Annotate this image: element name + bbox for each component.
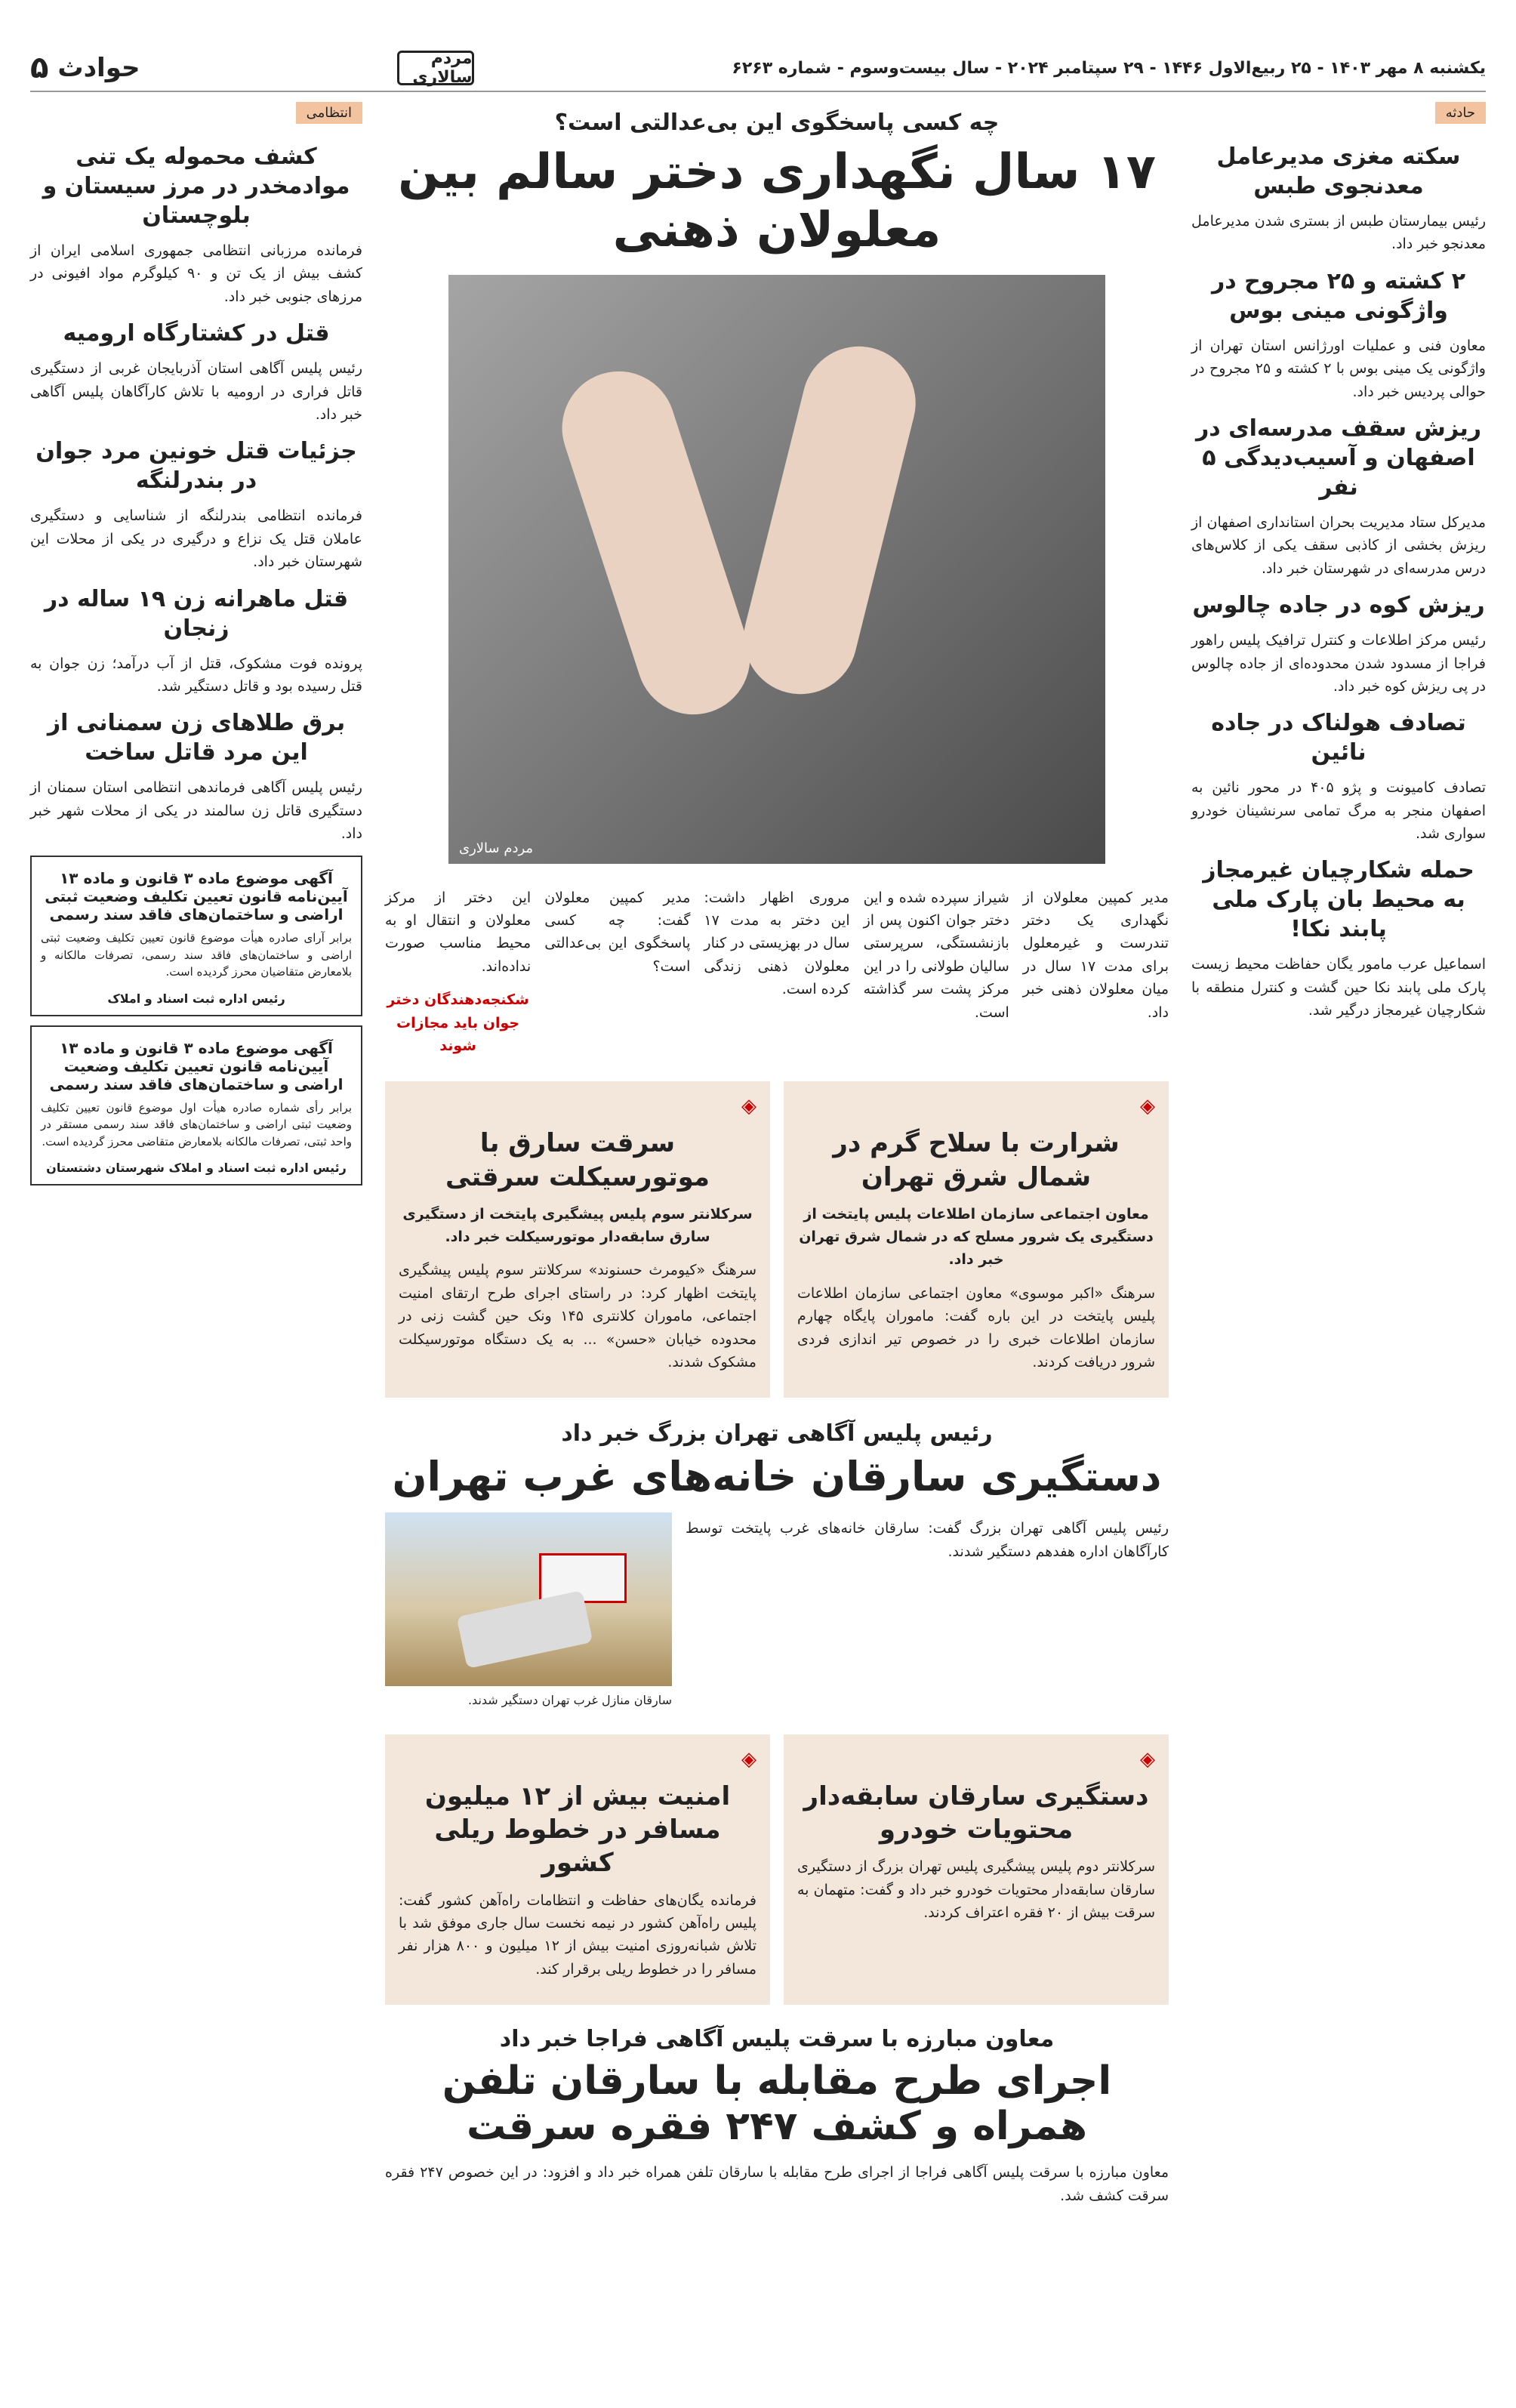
story-kicker: رئیس پلیس آگاهی تهران بزرگ خبر داد — [561, 1420, 993, 1448]
story-body: مدیر کمپین معلولان گفت: چه کسی پاسخگوی این بی‌عدالتی است؟ — [544, 889, 691, 975]
story-body: رئیس پلیس آگاهی استان آذربایجان غربی از دستگیری قاتل فراری در ارومیه با تلاش کارآگاهان پلیس آگاهی خبر داد. — [30, 360, 362, 423]
story-title: سکته مغزی مدیرعامل معدنجوی طبس — [1216, 143, 1461, 199]
story-headline: دستگیری سارقان خانه‌های غرب تهران — [392, 1453, 1162, 1501]
story-body: مدیر کمپین معلولان از نگهداری یک دختر تندرست و غیرمعلول برای مدت ۱۷ سال در میان معلولان ذهنی خبر داد. — [1022, 889, 1169, 1021]
story-title: کشف محموله یک تنی موادمخدر در مرز سیستان و بلوچستان — [42, 143, 350, 229]
hand-shape — [547, 356, 765, 729]
section-title: حوادث — [57, 53, 140, 83]
box-title: دستگیری سارقان سابقه‌دار محتویات خودرو — [803, 1781, 1149, 1845]
story-body: مدیرکل ستاد مدیریت بحران استانداری اصفهان از ریزش بخشی از کاذبی سقف یکی از کلاس‌های درس مدرسه‌ای در شهرستان خبر داد. — [1191, 513, 1486, 577]
middle-column — [385, 102, 1169, 2378]
story-body: پرونده فوت مشکوک، قتل از آب درآمد؛ زن جوان به قتل رسیده بود و قاتل دستگیر شد. — [30, 655, 362, 695]
news-box — [385, 1081, 770, 1398]
photo-caption: سارقان منازل غرب تهران دستگیر شدند. — [467, 1693, 672, 1708]
marker-icon: ◈ — [741, 1095, 756, 1118]
box-lead: سرکلانتر سوم پلیس پیشگیری پایتخت از دستگیری سارق سابقه‌دار موتورسیکلت خبر داد. — [402, 1205, 753, 1246]
issue-info: یکشنبه ۸ مهر ۱۴۰۳ - ۲۵ ربیع‌الاول ۱۴۴۶ - ۲۹ سپتامبر ۲۰۲۴ - سال بیست‌وسوم - شماره ۶۲۶۳ — [732, 58, 1486, 78]
story-title: قتل ماهرانه زن ۱۹ ساله در زنجان — [44, 585, 349, 642]
news-box — [784, 1081, 1169, 1398]
story-body: رئیس پلیس آگاهی تهران بزرگ گفت: سارقان خانه‌های غرب پایتخت توسط کارآگاهان اداره هفدهم دستگیر شدند. — [686, 1520, 1169, 1560]
story-body: معاون فنی و عملیات اورژانس استان تهران از واژگونی یک مینی بوس با ۲ کشته و ۲۵ مجروح در حوالی پردیس خبر داد. — [1191, 337, 1486, 400]
masthead — [30, 45, 1486, 92]
story-body: شیراز سپرده شده و این دختر جوان اکنون پس از بازنشستگی، سرپرستی سالیان طولانی را در این مرکز پشت سر گذاشته است. — [863, 889, 1009, 1021]
section-tag-accident: حادثه — [1435, 102, 1486, 124]
lead-photo-hands — [448, 275, 1105, 864]
legal-notice — [30, 856, 362, 1016]
story-headline: اجرای طرح مقابله با سارقان تلفن همراه و کشف ۲۴۷ فقره سرقت — [442, 2058, 1112, 2150]
story-body: این دختر از مرکز معلولان و انتقال او به محیط مناسب صورت نداده‌اند. — [384, 889, 532, 975]
story-body: اسماعیل عرب مامور یگان حفاظت محیط زیست پارک ملی پابند نکا حین گشت و کنترل منطقه با شکارچیان غیرمجاز درگیر شد. — [1191, 956, 1486, 1019]
story-title: تصادف هولناک در جاده نائین — [1211, 710, 1466, 766]
box-row-bottom — [385, 1721, 1169, 2018]
right-column — [1191, 102, 1486, 2378]
box-body: سرکلانتر دوم پلیس پیشگیری پلیس تهران بزرگ از دستگیری سارقان سابقه‌دار محتویات خودرو خبر داد و گفت: متهمان به سرقت بیش از ۲۰ فقره اعتراف کردند. — [797, 1858, 1155, 1922]
box-body: سرهنگ «اکبر موسوی» معاون اجتماعی سازمان اطلاعات پلیس پایتخت در این باره گفت: ماموران پایگاه چهارم سازمان اطلاعات خبری را در خصوص تیر اندازی فردی شرور دریافت کردند. — [797, 1284, 1155, 1371]
box-body: سرهنگ «کیومرث حسنوند» سرکلانتر سوم پلیس پیشگیری پایتخت اظهار کرد: در راستای اجرای طرح ارتقای امنیت اجتماعی، ماموران کلانتری ۱۴۵ ونک حین گشت زنی در محدوده خیابان «حسن» ... به یک دستگاه موتورسیکلت مشکوک شدند. — [399, 1262, 756, 1371]
section-heading — [30, 51, 140, 85]
box-title: شرارت با سلاح گرم در شمال شرق تهران — [833, 1128, 1120, 1192]
notice-body: برابر آرای صادره هیأت موضوع قانون تعیین تکلیف وضعیت ثبتی اراضی و ساختمان‌های فاقد سند رسمی، تصرفات مالکانه و بلامعارض متقاضیان محرز گردیده است. — [41, 931, 352, 979]
story-body: رئیس پلیس آگاهی فرماندهی انتظامی استان سمنان از دستگیری قاتل زن سالمند در یکی از محلات شهر خبر داد. — [30, 779, 362, 843]
story-body: معاون مبارزه با سرقت پلیس آگاهی فراجا از اجرای طرح مقابله با سارقان تلفن همراه خبر داد و افزود: در این خصوص ۲۴۷ فقره سرقت کشف شد. — [385, 2164, 1169, 2204]
notice-signature: رئیس اداره ثبت اسناد و املاک شهرستان دشتستان — [46, 1161, 347, 1176]
story-title: برق طلاهای زن سمنانی از این مرد قاتل ساخت — [47, 710, 346, 766]
notice-title: آگهی موضوع ماده ۳ قانون و ماده ۱۳ آیین‌نامه قانون تعیین تکلیف وضعیت اراضی و ساختمان‌های فاقد سند رسمی — [49, 1038, 344, 1093]
story-kicker: معاون مبارزه با سرقت پلیس آگاهی فراجا خبر داد — [499, 2026, 1055, 2053]
box-body: فرمانده یگان‌های حفاظت و انتظامات راه‌آهن کشور گفت: پلیس راه‌آهن کشور در نیمه نخست سال جاری موفق شد با تلاش شبانه‌روزی امنیت بیش از ۱۲ میلیون و ۸۰۰ هزار نفر مسافر را در خطوط ریلی برقرار کند. — [399, 1892, 757, 1978]
newspaper-logo: مردم سالاری — [397, 51, 474, 85]
notice-body: برابر رأی شماره صادره هیأت اول موضوع قانون تعیین تکلیف وضعیت ثبتی اراضی و ساختمان‌های فاقد سند رسمی مستقر در واحد ثبتی، تصرفات مالکانه بلامعارض متقاضی محرز گردیده است. — [41, 1100, 352, 1149]
news-box — [385, 1734, 770, 2005]
marker-icon: ◈ — [1140, 1748, 1155, 1771]
story-title: ریزش سقف مدرسه‌ای در اصفهان و آسیب‌دیدگی ۵ نفر — [1195, 415, 1482, 501]
box-row-top — [385, 1068, 1169, 1411]
section-tag-police: انتظامی — [296, 102, 362, 124]
box-title: امنیت بیش از ۱۲ میلیون مسافر در خطوط ریلی کشور — [424, 1781, 731, 1879]
story-body: تصادف کامیونت و پژو ۴۰۵ در محور نائین به اصفهان منجر به مرگ تمامی سرنشینان خودرو سواری شد. — [1191, 779, 1487, 843]
story-body: مروری اظهار داشت: این دختر به مدت ۱۷ سال در بهزیستی در کنار معلولان ذهنی زندگی کرده است. — [704, 889, 850, 998]
story-body: فرمانده مرزبانی انتظامی جمهوری اسلامی ایران از کشف بیش از یک تن و ۹۰ کیلوگرم مواد افیونی در مرزهای جنوبی خبر داد. — [30, 242, 362, 305]
story-body: رئیس بیمارستان طبس از بستری شدن مدیرعامل معدنجو خبر داد. — [1191, 213, 1486, 253]
notice-signature: رئیس اداره ثبت اسناد و املاک — [107, 991, 285, 1006]
wrecked-car-shape — [457, 1591, 593, 1670]
photo-credit: مردم سالاری — [459, 840, 534, 856]
story-title: ریزش کوه در جاده چالوس — [1192, 592, 1485, 619]
story-subhead: شکنجه‌دهندگان دختر جوان باید مجازات شوند — [387, 991, 529, 1054]
story-body: فرمانده انتظامی بندرلنگه از شناسایی و دستگیری عاملان قتل یک نزاع و درگیری در یکی از محلات این شهرستان خبر داد. — [30, 507, 362, 571]
lead-kicker: چه کسی پاسخگوی این بی‌عدالتی است؟ — [554, 109, 1000, 136]
story-title: جزئیات قتل خونین مرد جوان در بندرلنگه — [35, 438, 357, 495]
hero2-row — [385, 1512, 1169, 1721]
page-number: ۵ — [30, 51, 49, 85]
lead-headline: ۱۷ سال نگهداری دختر سالم بین معلولان ذهنی — [398, 144, 1156, 258]
story-body: رئیس مرکز اطلاعات و کنترل ترافیک پلیس راهور فراجا از مسدود شدن محدوده‌ای از جاده چالوس در پی ریزش کوه خبر داد. — [1191, 632, 1486, 695]
marker-icon: ◈ — [1140, 1095, 1155, 1118]
legal-notice — [30, 1025, 362, 1186]
box-lead: معاون اجتماعی سازمان اطلاعات پلیس پایتخت از دستگیری یک شرور مسلح که در شمال شرق تهران خبر داد. — [799, 1205, 1154, 1269]
story-title: قتل در کشتارگاه ارومیه — [63, 320, 330, 347]
lead-story-body — [385, 882, 1169, 1068]
marker-icon: ◈ — [741, 1748, 756, 1771]
news-box — [784, 1734, 1169, 2005]
hand-shape — [732, 334, 927, 705]
left-column — [30, 102, 362, 2378]
hero2-photo-block — [385, 1512, 672, 1721]
story-title: ۲ کشته و ۲۵ مجروح در واژگونی مینی بوس — [1211, 267, 1466, 324]
box-title: سرقت سارق با موتورسیکلت سرقتی — [445, 1128, 710, 1192]
accident-photo — [385, 1512, 672, 1686]
story-title: حمله شکارچیان غیرمجاز به محیط بان پارک ملی پابند نکا! — [1203, 857, 1474, 943]
notice-title: آگهی موضوع ماده ۳ قانون و ماده ۱۳ آیین‌نامه قانون تعیین تکلیف وضعیت ثبتی اراضی و ساختمان‌های فاقد سند رسمی — [45, 869, 348, 924]
